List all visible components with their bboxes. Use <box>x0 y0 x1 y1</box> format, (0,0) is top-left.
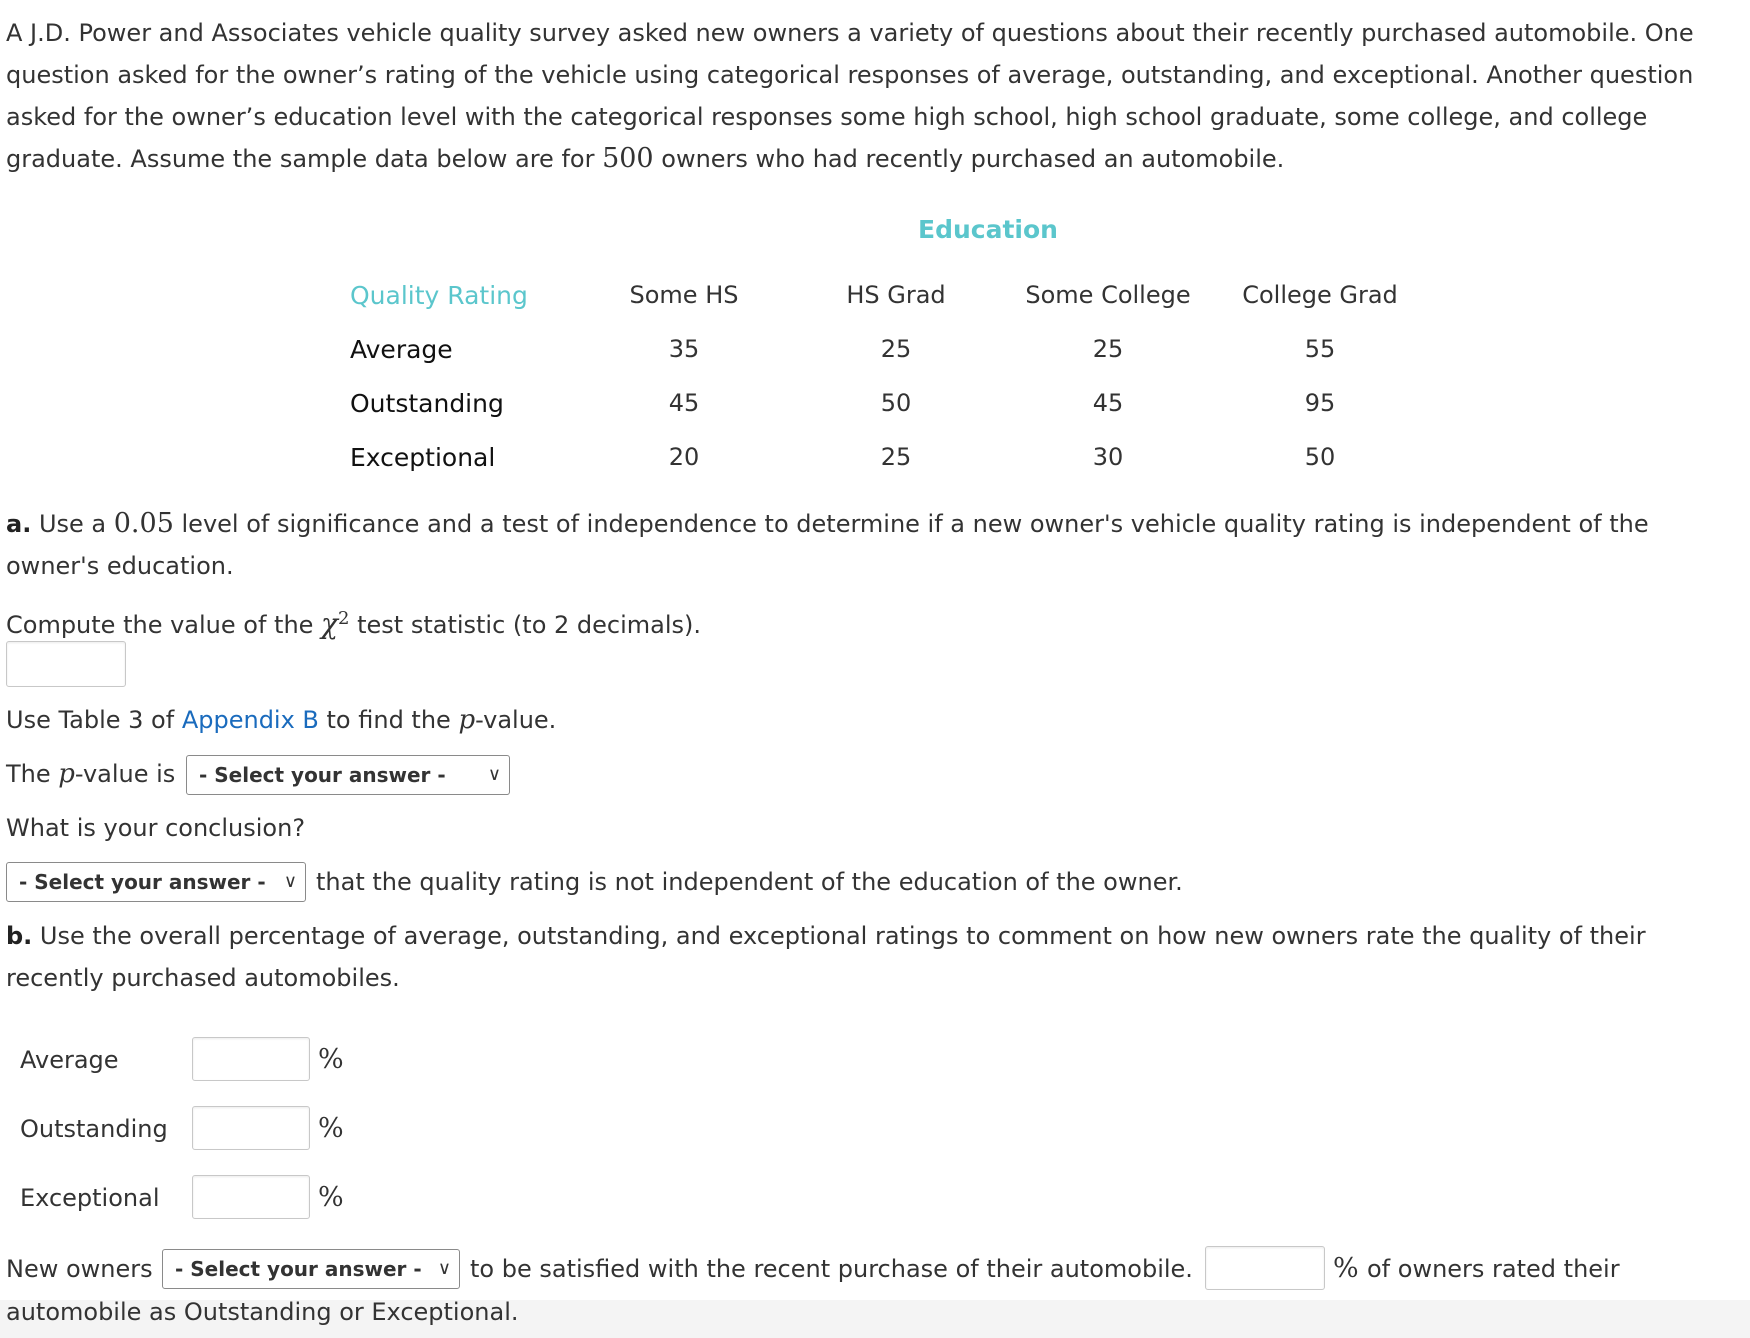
part-b-text: Use the overall percentage of average, outstanding, and exceptional ratings to comment on how new owners rate the quality of their recently purchased automobiles. <box>6 922 1646 992</box>
row-label: Exceptional <box>350 442 496 472</box>
intro-paragraph <box>6 12 1731 180</box>
chi-square-input[interactable] <box>6 641 126 687</box>
percent-sign: % <box>318 1113 344 1144</box>
table-row <box>350 376 1426 430</box>
table-cell: 45 <box>668 389 700 417</box>
table-cell: 35 <box>668 335 700 363</box>
table-instruction <box>6 699 1731 741</box>
pvalue-label <box>6 753 186 795</box>
conclusion-question: What is your conclusion? <box>6 814 306 842</box>
chevron-down-icon: ∨ <box>283 871 297 892</box>
chi-symbol: χ <box>321 607 339 640</box>
conclusion-text: that the quality rating is not independent of the education of the owner. <box>316 868 1183 896</box>
table-row <box>350 430 1426 484</box>
column-header: Some HS <box>629 281 739 309</box>
select-label: - Select your answer - <box>175 1257 422 1281</box>
part-a-text: Use a <box>31 510 114 538</box>
part-b-question <box>6 915 1731 999</box>
table-cell: 30 <box>1092 443 1124 471</box>
pct-row-label: Exceptional <box>20 1184 160 1212</box>
column-header: HS Grad <box>846 281 946 309</box>
intro-text: A J.D. Power and Associates vehicle quality survey asked new owners a variety of questions about their recently purchased automobile. One question asked for the owner’s rating of the vehicle using categorical responses of average, outstanding, and exceptional. Another question asked for the owner’s education level with the categorical responses some high school, high school graduate, some college, and college graduate. Assume the sample data below are for <box>6 19 1694 173</box>
part-b-label: b. <box>6 922 33 950</box>
table-cell: 25 <box>880 335 912 363</box>
compute-text: Compute the value of the <box>6 611 322 639</box>
table-cell: 20 <box>668 443 700 471</box>
table-cell: 50 <box>880 389 912 417</box>
instruction-text: to find the <box>318 706 459 734</box>
chevron-down-icon: ∨ <box>437 1258 451 1279</box>
pvalue-text: -value is <box>74 760 176 788</box>
new-owners-label: New owners <box>6 1255 153 1283</box>
row-label: Outstanding <box>350 388 504 418</box>
instruction-text: Use Table 3 of <box>6 706 182 734</box>
pvalue-text: The <box>6 760 59 788</box>
part-a-question <box>6 503 1731 587</box>
last-line-text: automobile as Outstanding or Exceptional. <box>6 1298 519 1326</box>
compute-text: test statistic (to 2 decimals). <box>349 611 702 639</box>
average-pct-input[interactable] <box>192 1037 310 1081</box>
table-cell: 45 <box>1092 389 1124 417</box>
part-a-text: level of significance and a test of independence to determine if a new owner's vehicle quality rating is independent of the owner's education. <box>6 510 1649 580</box>
table-header-row <box>350 268 1426 322</box>
part-a-label: a. <box>6 510 32 538</box>
compute-prompt <box>6 598 1731 646</box>
pvalue-select[interactable] <box>186 755 510 795</box>
quality-education-table <box>350 268 1426 484</box>
intro-text-end: owners who had recently purchased an automobile. <box>653 145 1285 173</box>
pct-row-label: Average <box>20 1046 119 1074</box>
quality-rating-header: Quality Rating <box>350 280 528 310</box>
new-owners-select[interactable] <box>162 1249 460 1289</box>
appendix-b-link[interactable]: Appendix B <box>181 706 319 734</box>
alpha-value: 0.05 <box>113 508 174 539</box>
outstanding-pct-input[interactable] <box>192 1106 310 1150</box>
table-row <box>350 322 1426 376</box>
instruction-text: -value. <box>475 706 557 734</box>
rated-pct-input[interactable] <box>1205 1246 1325 1290</box>
table-cell: 25 <box>880 443 912 471</box>
table-cell: 25 <box>1092 335 1124 363</box>
table-cell: 95 <box>1304 389 1336 417</box>
chevron-down-icon: ∨ <box>487 764 501 785</box>
column-header: Some College <box>1025 281 1191 309</box>
table-cell: 55 <box>1304 335 1336 363</box>
pct-row-label: Outstanding <box>20 1115 168 1143</box>
select-label: - Select your answer - <box>19 870 266 894</box>
education-header: Education <box>918 215 1058 244</box>
sample-size: 500 <box>602 143 654 174</box>
percent-sign: % <box>318 1044 344 1075</box>
chi-exponent: 2 <box>338 608 350 629</box>
satisfied-text: to be satisfied with the recent purchase of their automobile. <box>470 1255 1193 1283</box>
row-label: Average <box>350 334 453 364</box>
conclusion-select[interactable] <box>6 862 306 902</box>
percent-sign: % <box>1333 1253 1359 1284</box>
column-header: College Grad <box>1242 281 1398 309</box>
select-label: - Select your answer - <box>199 763 446 787</box>
exceptional-pct-input[interactable] <box>192 1175 310 1219</box>
rated-text: of owners rated their <box>1367 1255 1620 1283</box>
percent-sign: % <box>318 1182 344 1213</box>
table-cell: 50 <box>1304 443 1336 471</box>
p-symbol: p <box>458 705 476 735</box>
p-symbol: p <box>58 759 75 789</box>
